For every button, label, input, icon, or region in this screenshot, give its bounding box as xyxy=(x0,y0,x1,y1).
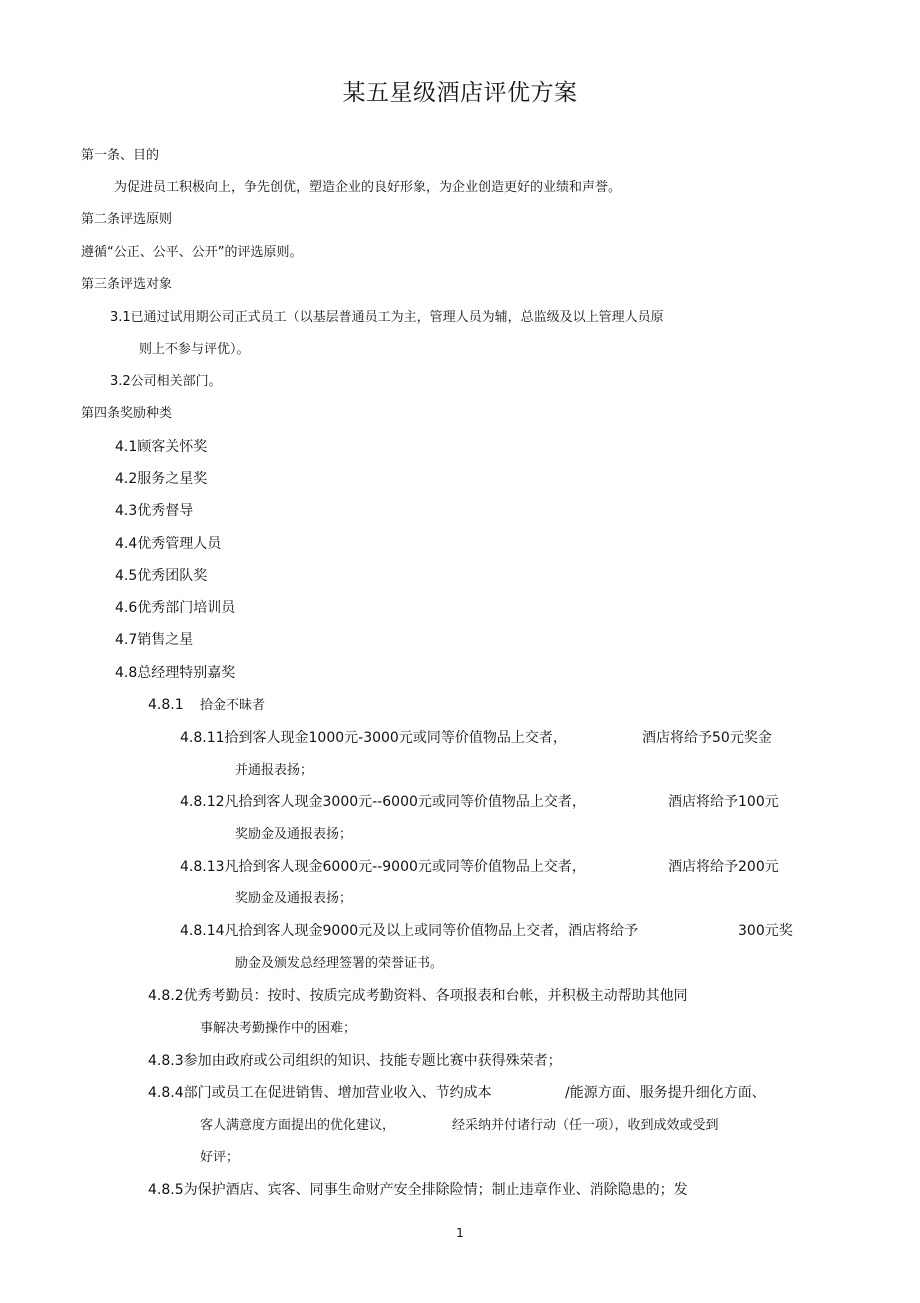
item-4-8-13-reward: 酒店将给予200元 xyxy=(668,859,779,875)
item-4-8-13-line-1: 4.8.13凡拾到客人现金6000元--9000元或同等价值物品上交者， xyxy=(180,859,586,875)
item-4-8-12-line-2: 奖励金及通报表扬； xyxy=(235,827,353,842)
document-title: 某五星级酒店评优方案 xyxy=(342,80,578,106)
item-4-8-11-reward: 酒店将给予50元奖金 xyxy=(642,730,772,746)
award-item: 4.4优秀管理人员 xyxy=(115,536,222,552)
section-1-heading: 第一条、目的 xyxy=(81,148,160,163)
page-number: 1 xyxy=(456,1226,464,1240)
item-4-8-11-line-1: 4.8.11拾到客人现金1000元-3000元或同等价值物品上交者， xyxy=(180,730,567,746)
item-4-8-4-line-3: 好评； xyxy=(200,1150,240,1165)
award-item: 4.2服务之星奖 xyxy=(115,471,208,487)
item-4-8-5: 4.8.5为保护酒店、宾客、同事生命财产安全排除险情；制止违章作业、消除隐患的；发 xyxy=(148,1182,688,1198)
item-4-8-1-text: 拾金不昧者 xyxy=(200,698,266,713)
award-item: 4.8总经理特别嘉奖 xyxy=(115,665,236,681)
section-4-heading: 第四条奖励种类 xyxy=(81,406,173,421)
section-1-body: 为促进员工积极向上，争先创优，塑造企业的良好形象，为企业创造更好的业绩和声誉。 xyxy=(114,180,622,195)
item-4-8-13-line-2: 奖励金及通报表扬； xyxy=(235,891,353,906)
section-3-1-line-1: 3.1已通过试用期公司正式员工（以基层普通员工为主，管理人员为辅，总监级及以上管理人员原 xyxy=(110,310,664,325)
section-3-2: 3.2公司相关部门。 xyxy=(110,374,222,389)
item-4-8-4-line-2: 客人满意度方面提出的优化建议， xyxy=(200,1118,396,1133)
section-2-body: 遵循“公正、公平、公开”的评选原则。 xyxy=(81,245,303,260)
item-4-8-2-line-2: 事解决考勤操作中的困难； xyxy=(200,1021,357,1036)
award-item: 4.1顾客关怀奖 xyxy=(115,439,208,455)
award-item: 4.6优秀部门培训员 xyxy=(115,600,236,616)
award-item: 4.3优秀督导 xyxy=(115,503,194,519)
item-4-8-1-number: 4.8.1 xyxy=(148,697,184,713)
item-4-8-4-line-1-cont: /能源方面、服务提升细化方面、 xyxy=(565,1085,766,1101)
item-4-8-12-reward: 酒店将给予100元 xyxy=(668,794,779,810)
item-4-8-12-line-1: 4.8.12凡拾到客人现金3000元--6000元或同等价值物品上交者， xyxy=(180,794,586,810)
item-4-8-14-reward: 300元奖 xyxy=(738,923,793,939)
award-item: 4.7销售之星 xyxy=(115,632,194,648)
item-4-8-14-line-2: 励金及颁发总经理签署的荣誉证书。 xyxy=(235,956,444,971)
item-4-8-11-line-2: 并通报表扬； xyxy=(235,763,314,778)
item-4-8-4-line-2-cont: 经采纳并付诸行动（任一项），收到成效或受到 xyxy=(452,1118,719,1133)
item-4-8-2-line-1: 4.8.2优秀考勤员：按时、按质完成考勤资料、各项报表和台帐，并积极主动帮助其他同 xyxy=(148,988,688,1004)
item-4-8-14-line-1: 4.8.14凡拾到客人现金9000元及以上或同等价值物品上交者，酒店将给予 xyxy=(180,923,639,939)
item-4-8-4-line-1: 4.8.4部门或员工在促进销售、增加营业收入、节约成本 xyxy=(148,1085,492,1101)
section-3-heading: 第三条评选对象 xyxy=(81,277,173,292)
section-2-heading: 第二条评选原则 xyxy=(81,212,173,227)
section-3-1-line-2: 则上不参与评优）。 xyxy=(139,342,250,357)
item-4-8-3: 4.8.3参加由政府或公司组织的知识、技能专题比赛中获得殊荣者； xyxy=(148,1053,562,1069)
award-item: 4.5优秀团队奖 xyxy=(115,568,208,584)
